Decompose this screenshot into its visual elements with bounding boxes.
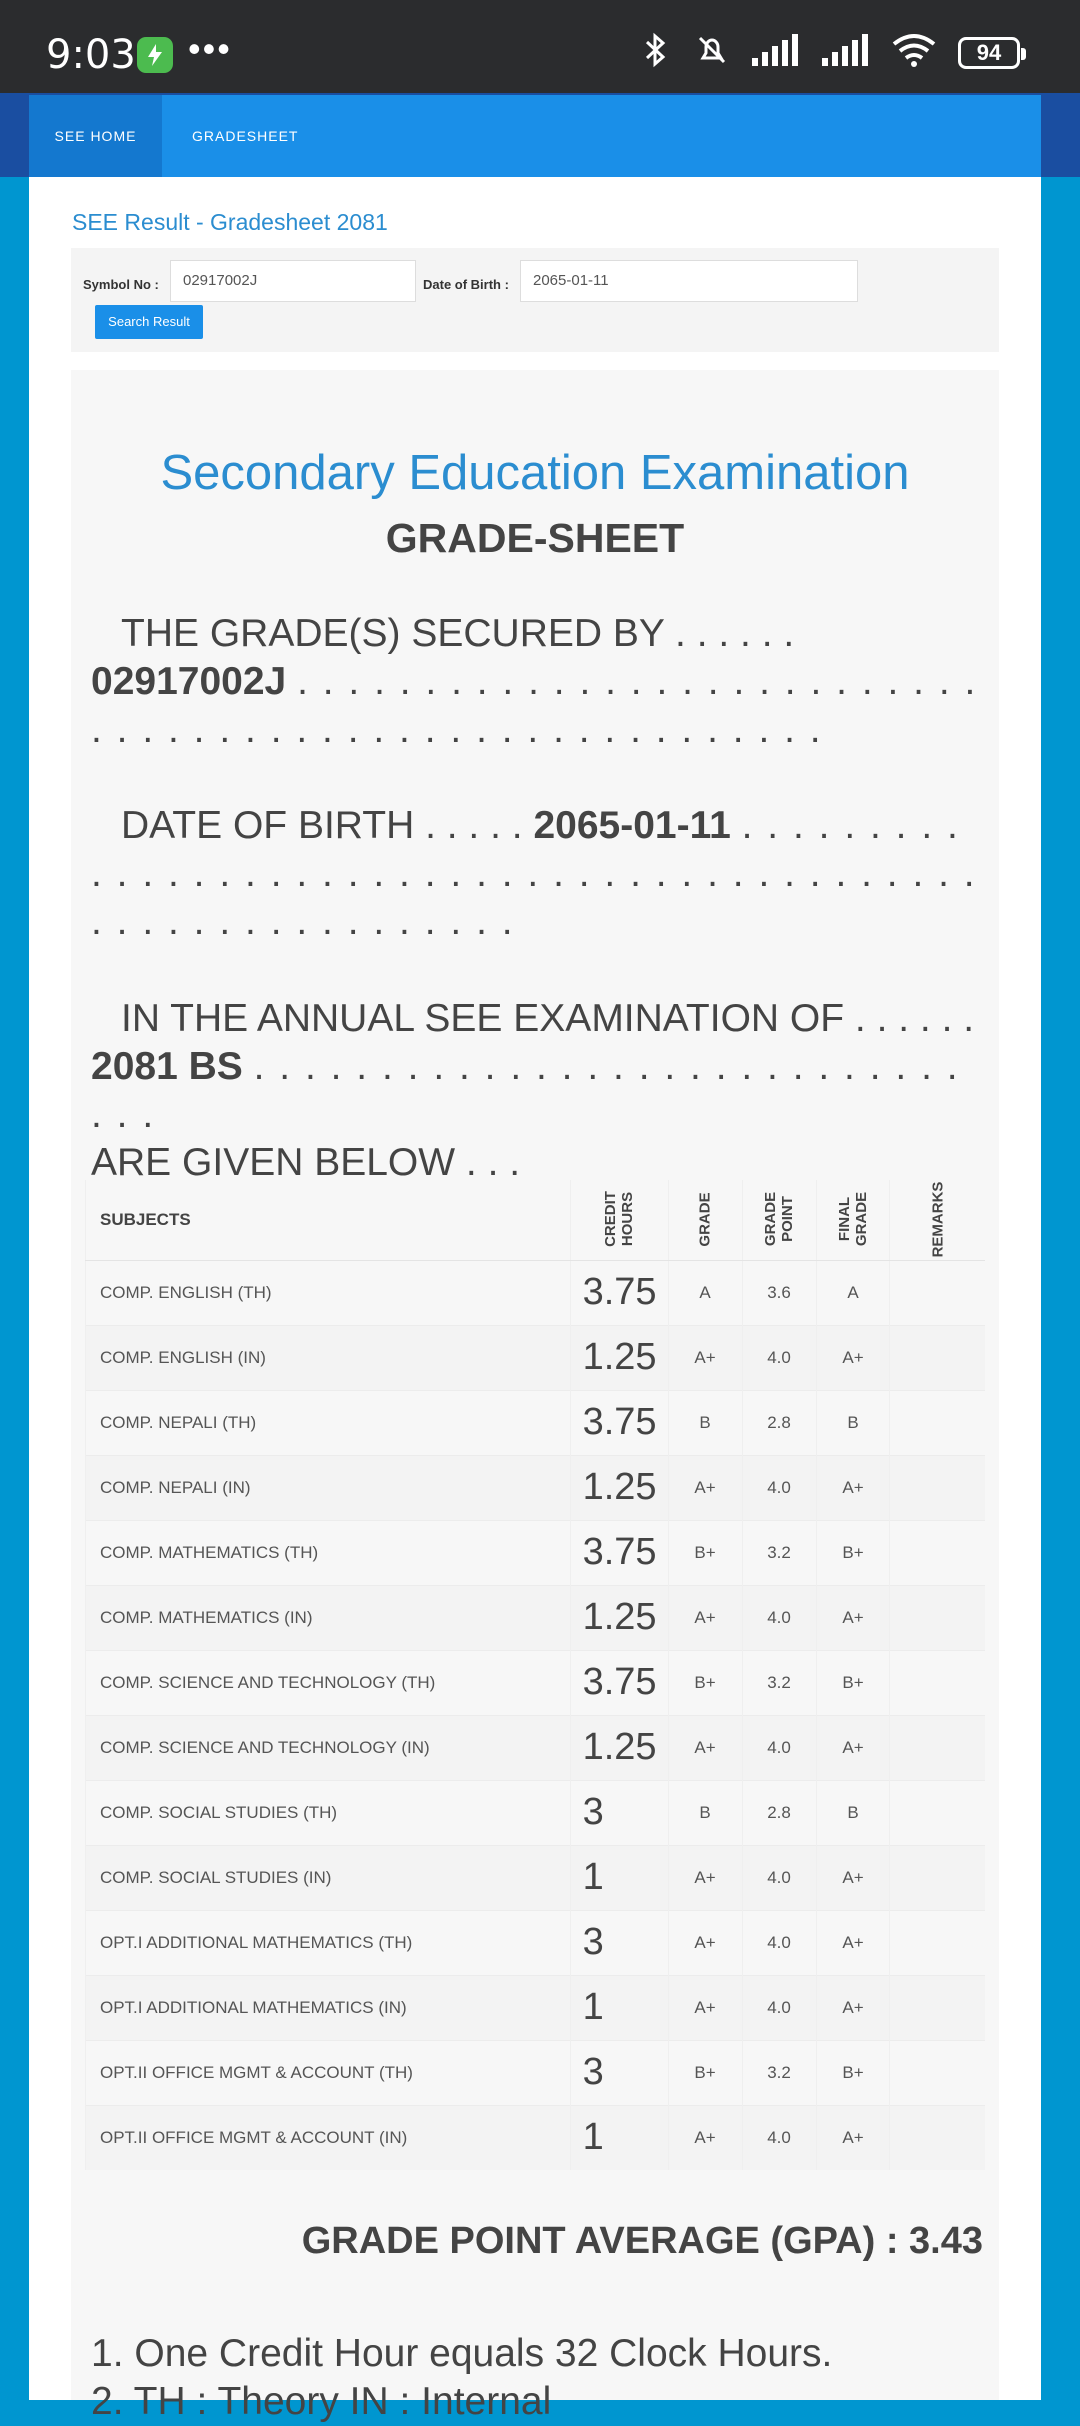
cell-subject: COMP. ENGLISH (IN) bbox=[86, 1325, 571, 1390]
cell-subject: OPT.I ADDITIONAL MATHEMATICS (TH) bbox=[86, 1910, 571, 1975]
symbol-label: Symbol No : bbox=[83, 277, 159, 292]
dob-paragraph bbox=[91, 802, 979, 946]
cell-credit: 1 bbox=[570, 1845, 668, 1910]
dob-prefix: DATE OF BIRTH . . . . . bbox=[121, 804, 523, 847]
cell-final: A+ bbox=[816, 1910, 890, 1975]
cell-remarks bbox=[890, 1650, 985, 1715]
cell-grade: A bbox=[668, 1260, 742, 1325]
cell-point: 3.2 bbox=[742, 1520, 816, 1585]
col-remarks: REMARKS bbox=[890, 1180, 985, 1260]
dob-value: 2065-01-11 bbox=[533, 804, 731, 847]
table-row bbox=[86, 1585, 986, 1650]
table-row bbox=[86, 1780, 986, 1845]
search-result-button[interactable]: Search Result bbox=[95, 305, 203, 339]
cell-remarks bbox=[890, 1260, 985, 1325]
cell-subject: COMP. MATHEMATICS (TH) bbox=[86, 1520, 571, 1585]
exam-prefix: IN THE ANNUAL SEE EXAMINATION OF . . . . . . bbox=[121, 997, 975, 1040]
col-credit-hours: CREDIT HOURS bbox=[570, 1180, 668, 1260]
table-row bbox=[86, 1325, 986, 1390]
symbol-input[interactable]: 02917002J bbox=[170, 260, 416, 302]
cell-grade: B+ bbox=[668, 1520, 742, 1585]
cell-subject: COMP. MATHEMATICS (IN) bbox=[86, 1585, 571, 1650]
cell-credit: 1.25 bbox=[570, 1455, 668, 1520]
table-row bbox=[86, 1975, 986, 2040]
cell-remarks bbox=[890, 1390, 985, 1455]
table-row bbox=[86, 1260, 986, 1325]
grades-table bbox=[85, 1180, 985, 2170]
table-row bbox=[86, 1455, 986, 1520]
more-dots-icon: ••• bbox=[188, 28, 232, 69]
signal-icon bbox=[752, 34, 800, 71]
battery-icon: 94 bbox=[958, 37, 1020, 69]
cell-credit: 1 bbox=[570, 2105, 668, 2170]
cell-final: B+ bbox=[816, 2040, 890, 2105]
cell-credit: 3 bbox=[570, 1910, 668, 1975]
cell-final: A bbox=[816, 1260, 890, 1325]
cell-credit: 3.75 bbox=[570, 1650, 668, 1715]
navbar bbox=[29, 95, 1041, 177]
cell-credit: 1.25 bbox=[570, 1715, 668, 1780]
table-row bbox=[86, 1520, 986, 1585]
page-title: SEE Result - Gradesheet 2081 bbox=[72, 209, 388, 235]
grade-sheet bbox=[71, 370, 999, 2423]
cell-grade: B bbox=[668, 1390, 742, 1455]
cell-grade: A+ bbox=[668, 1325, 742, 1390]
bluetooth-icon bbox=[638, 32, 672, 73]
cell-grade: B+ bbox=[668, 1650, 742, 1715]
footnote-2: 2. TH : Theory IN : Internal bbox=[91, 2380, 552, 2423]
secured-dots: . . . . . . . . . . . . . . . . . . . . . . . . . . . . . . . . . . . . . . . . . . . . . . . . . . . . . . . . bbox=[91, 660, 978, 751]
cell-final: A+ bbox=[816, 1975, 890, 2040]
exam-paragraph bbox=[91, 995, 979, 1187]
cell-subject: OPT.I ADDITIONAL MATHEMATICS (IN) bbox=[86, 1975, 571, 2040]
cell-final: A+ bbox=[816, 1585, 890, 1650]
secured-by-paragraph bbox=[91, 610, 979, 754]
cell-remarks bbox=[890, 1520, 985, 1585]
shield-icon bbox=[137, 37, 173, 73]
cell-subject: COMP. ENGLISH (TH) bbox=[86, 1260, 571, 1325]
cell-subject: COMP. SCIENCE AND TECHNOLOGY (TH) bbox=[86, 1650, 571, 1715]
cell-point: 4.0 bbox=[742, 1455, 816, 1520]
status-time: 9:03 bbox=[46, 32, 136, 78]
exam-dots: . . . . . . . . . . . . . . . . . . . . . . . . . . . . . . . bbox=[91, 1045, 960, 1136]
cell-final: B bbox=[816, 1780, 890, 1845]
cell-remarks bbox=[890, 1585, 985, 1650]
cell-point: 4.0 bbox=[742, 1910, 816, 1975]
cell-point: 2.8 bbox=[742, 1780, 816, 1845]
cell-point: 4.0 bbox=[742, 1715, 816, 1780]
cell-final: A+ bbox=[816, 1715, 890, 1780]
cell-final: A+ bbox=[816, 2105, 890, 2170]
cell-point: 4.0 bbox=[742, 2105, 816, 2170]
cell-credit: 3.75 bbox=[570, 1390, 668, 1455]
dob-label: Date of Birth : bbox=[423, 277, 509, 292]
cell-final: A+ bbox=[816, 1455, 890, 1520]
cell-remarks bbox=[890, 1845, 985, 1910]
cell-subject: OPT.II OFFICE MGMT & ACCOUNT (TH) bbox=[86, 2040, 571, 2105]
table-row bbox=[86, 1650, 986, 1715]
cell-point: 3.6 bbox=[742, 1260, 816, 1325]
cell-subject: COMP. SOCIAL STUDIES (TH) bbox=[86, 1780, 571, 1845]
gpa-summary: GRADE POINT AVERAGE (GPA) : 3.43 bbox=[301, 2220, 983, 2262]
cell-point: 3.2 bbox=[742, 2040, 816, 2105]
dob-dots: . . . . . . . . . . . . . . . . . . . . . . . . . . . . . . . . . . . . . . . . . . . . . . . . . . . . . . . . . . . . . bbox=[91, 804, 977, 943]
cell-remarks bbox=[890, 1780, 985, 1845]
cell-point: 4.0 bbox=[742, 1975, 816, 2040]
cell-grade: A+ bbox=[668, 1845, 742, 1910]
cell-grade: B bbox=[668, 1780, 742, 1845]
cell-grade: A+ bbox=[668, 2105, 742, 2170]
status-bar bbox=[0, 0, 1080, 93]
table-row bbox=[86, 1715, 986, 1780]
symbol-number: 02917002J bbox=[91, 660, 287, 703]
secured-prefix: THE GRADE(S) SECURED BY . . . . . . bbox=[121, 612, 795, 655]
bell-off-icon bbox=[694, 32, 730, 73]
cell-point: 2.8 bbox=[742, 1390, 816, 1455]
exam-suffix: ARE GIVEN BELOW . . . bbox=[91, 1141, 521, 1184]
footnotes bbox=[91, 2330, 832, 2426]
col-final-grade: FINAL GRADE bbox=[816, 1180, 890, 1260]
search-form bbox=[71, 248, 999, 352]
cell-remarks bbox=[890, 1715, 985, 1780]
signal-icon bbox=[822, 34, 870, 71]
cell-remarks bbox=[890, 1910, 985, 1975]
cell-point: 4.0 bbox=[742, 1325, 816, 1390]
cell-remarks bbox=[890, 1455, 985, 1520]
table-row bbox=[86, 1910, 986, 1975]
cell-point: 4.0 bbox=[742, 1585, 816, 1650]
cell-point: 4.0 bbox=[742, 1845, 816, 1910]
cell-subject: COMP. SCIENCE AND TECHNOLOGY (IN) bbox=[86, 1715, 571, 1780]
cell-final: B+ bbox=[816, 1650, 890, 1715]
table-row bbox=[86, 1845, 986, 1910]
cell-credit: 1.25 bbox=[570, 1325, 668, 1390]
cell-credit: 3 bbox=[570, 2040, 668, 2105]
cell-grade: A+ bbox=[668, 1910, 742, 1975]
col-grade: GRADE bbox=[668, 1180, 742, 1260]
cell-grade: A+ bbox=[668, 1455, 742, 1520]
cell-remarks bbox=[890, 1325, 985, 1390]
cell-remarks bbox=[890, 2105, 985, 2170]
cell-grade: A+ bbox=[668, 1715, 742, 1780]
cell-credit: 1 bbox=[570, 1975, 668, 2040]
cell-subject: COMP. NEPALI (IN) bbox=[86, 1455, 571, 1520]
cell-grade: B+ bbox=[668, 2040, 742, 2105]
cell-credit: 1.25 bbox=[570, 1585, 668, 1650]
cell-subject: COMP. NEPALI (TH) bbox=[86, 1390, 571, 1455]
table-row bbox=[86, 2105, 986, 2170]
cell-subject: OPT.II OFFICE MGMT & ACCOUNT (IN) bbox=[86, 2105, 571, 2170]
nav-see-home[interactable]: SEE HOME bbox=[29, 95, 162, 177]
dob-input[interactable]: 2065-01-11 bbox=[520, 260, 858, 302]
cell-subject: COMP. SOCIAL STUDIES (IN) bbox=[86, 1845, 571, 1910]
table-row bbox=[86, 1390, 986, 1455]
col-grade-point: GRADE POINT bbox=[742, 1180, 816, 1260]
cell-final: A+ bbox=[816, 1845, 890, 1910]
exam-title: Secondary Education Examination bbox=[160, 446, 910, 500]
footnote-1: 1. One Credit Hour equals 32 Clock Hours. bbox=[91, 2332, 833, 2375]
sheet-title: GRADE-SHEET bbox=[385, 515, 685, 561]
cell-final: A+ bbox=[816, 1325, 890, 1390]
nav-gradesheet[interactable]: GRADESHEET bbox=[192, 128, 299, 144]
cell-credit: 3.75 bbox=[570, 1520, 668, 1585]
cell-grade: A+ bbox=[668, 1585, 742, 1650]
cell-point: 3.2 bbox=[742, 1650, 816, 1715]
table-header bbox=[86, 1180, 986, 1260]
cell-credit: 3 bbox=[570, 1780, 668, 1845]
cell-credit: 3.75 bbox=[570, 1260, 668, 1325]
col-subjects: SUBJECTS bbox=[86, 1180, 571, 1260]
cell-grade: A+ bbox=[668, 1975, 742, 2040]
wifi-icon bbox=[892, 33, 936, 72]
cell-remarks bbox=[890, 2040, 985, 2105]
cell-remarks bbox=[890, 1975, 985, 2040]
exam-year: 2081 BS bbox=[91, 1045, 243, 1088]
cell-final: B+ bbox=[816, 1520, 890, 1585]
table-row bbox=[86, 2040, 986, 2105]
cell-final: B bbox=[816, 1390, 890, 1455]
